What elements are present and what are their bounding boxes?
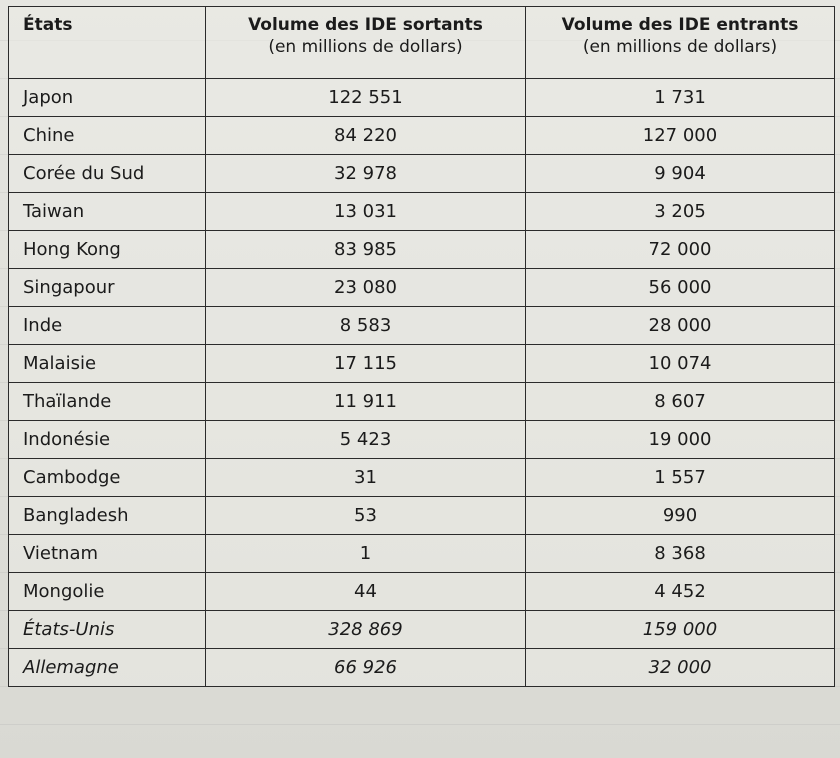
cell-outgoing: 53 [206,497,526,535]
cell-outgoing: 66 926 [206,649,526,687]
cell-state: Taiwan [9,193,206,231]
cell-incoming: 1 731 [526,79,835,117]
cell-state: Vietnam [9,535,206,573]
header-outgoing-title: Volume des IDE sortants [248,15,483,35]
cell-outgoing: 5 423 [206,421,526,459]
cell-outgoing: 328 869 [206,611,526,649]
cell-state: Allemagne [9,649,206,687]
table-row [9,307,835,345]
cell-state: Cambodge [9,459,206,497]
cell-state: Japon [9,79,206,117]
cell-incoming: 4 452 [526,573,835,611]
cell-outgoing: 23 080 [206,269,526,307]
table-row [9,573,835,611]
cell-outgoing: 13 031 [206,193,526,231]
cell-state: Chine [9,117,206,155]
table-row [9,497,835,535]
cell-incoming: 72 000 [526,231,835,269]
cell-incoming: 56 000 [526,269,835,307]
cell-incoming: 990 [526,497,835,535]
header-state-label: États [23,15,73,35]
cell-outgoing: 122 551 [206,79,526,117]
cell-incoming: 159 000 [526,611,835,649]
header-outgoing-unit: (en millions de dollars) [268,37,463,57]
cell-incoming: 32 000 [526,649,835,687]
table-row [9,345,835,383]
cell-incoming: 8 368 [526,535,835,573]
cell-state: Thaïlande [9,383,206,421]
table-row [9,193,835,231]
cell-state: Inde [9,307,206,345]
table-row [9,269,835,307]
cell-incoming: 19 000 [526,421,835,459]
cell-incoming: 1 557 [526,459,835,497]
table-row [9,611,835,649]
cell-incoming: 3 205 [526,193,835,231]
cell-outgoing: 83 985 [206,231,526,269]
cell-state: Singapour [9,269,206,307]
cell-incoming: 28 000 [526,307,835,345]
table-row [9,231,835,269]
table-row [9,79,835,117]
header-incoming-title: Volume des IDE entrants [561,15,799,35]
cell-outgoing: 17 115 [206,345,526,383]
table-row [9,117,835,155]
table-row [9,383,835,421]
header-outgoing [206,7,526,79]
fdi-table [8,6,835,687]
header-incoming [526,7,835,79]
cell-outgoing: 8 583 [206,307,526,345]
table-row [9,459,835,497]
cell-state: Indonésie [9,421,206,459]
cell-outgoing: 1 [206,535,526,573]
header-incoming-unit: (en millions de dollars) [582,37,778,57]
cell-state: États-Unis [9,611,206,649]
cell-state: Mongolie [9,573,206,611]
table-row [9,155,835,193]
table-row [9,421,835,459]
header-row [9,7,835,79]
cell-outgoing: 32 978 [206,155,526,193]
cell-state: Corée du Sud [9,155,206,193]
cell-incoming: 8 607 [526,383,835,421]
cell-state: Malaisie [9,345,206,383]
table-row [9,649,835,687]
cell-outgoing: 44 [206,573,526,611]
table-row [9,535,835,573]
cell-outgoing: 11 911 [206,383,526,421]
cell-incoming: 127 000 [526,117,835,155]
cell-state: Bangladesh [9,497,206,535]
table-body [9,79,835,687]
cell-outgoing: 84 220 [206,117,526,155]
cell-incoming: 10 074 [526,345,835,383]
cell-incoming: 9 904 [526,155,835,193]
cell-outgoing: 31 [206,459,526,497]
cell-state: Hong Kong [9,231,206,269]
header-state [9,7,206,79]
